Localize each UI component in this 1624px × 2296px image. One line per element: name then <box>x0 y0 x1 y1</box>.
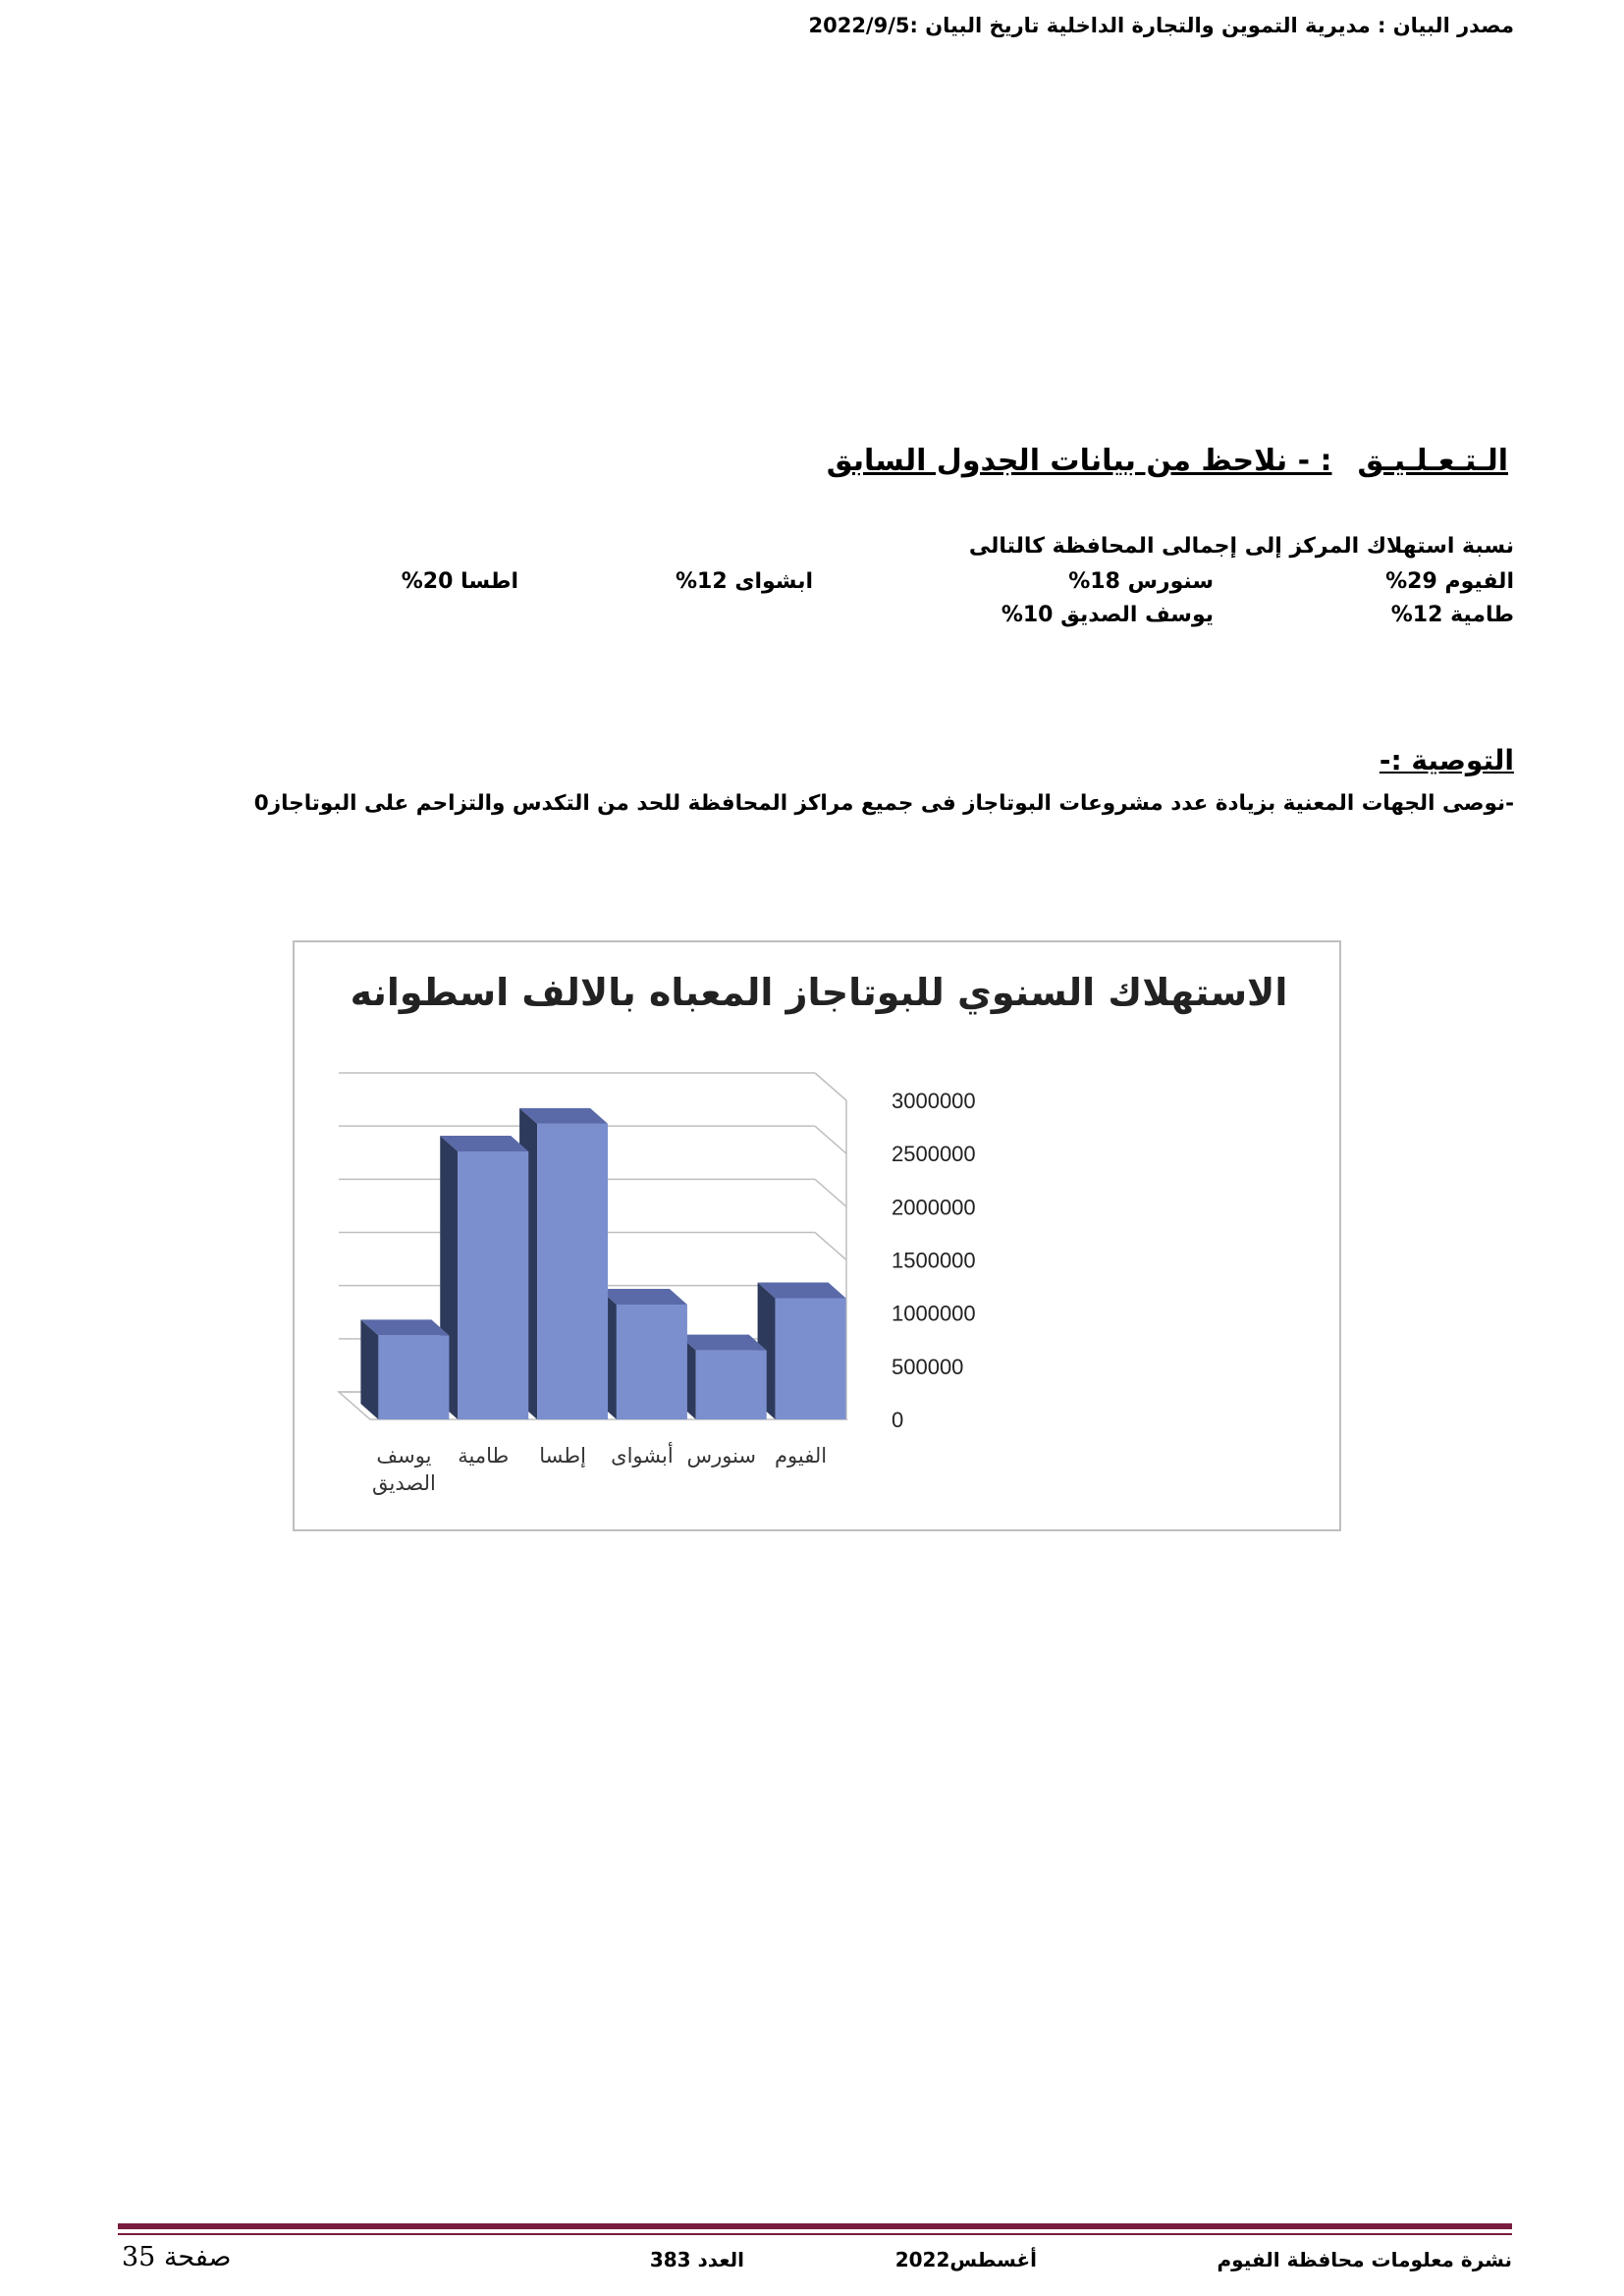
bar-front <box>537 1124 608 1419</box>
ratio-item: الفيوم 29% <box>1385 569 1514 594</box>
footer-month: أغسطس2022 <box>894 2248 1037 2271</box>
gridline-side <box>815 1233 846 1260</box>
ratio-item: اطسا 20% <box>401 569 518 594</box>
gridline-side <box>815 1126 846 1153</box>
comment-text: : - نلاحظ من بيانات الجدول السابق <box>826 444 1332 478</box>
footer-publication: نشرة معلومات محافظة الفيوم <box>1217 2248 1512 2271</box>
x-tick-label: الفيوم <box>775 1444 828 1468</box>
comment-label: الـتـعـلـيـق <box>1357 444 1508 478</box>
bar <box>360 1319 449 1419</box>
consumption-chart <box>293 940 1341 1531</box>
recommendation-text: -نوصى الجهات المعنية بزيادة عدد مشروعات البوتاجاز فى جميع مراكز المحافظة للحد من التكدس والتزاحم على البوتاجاز0 <box>253 791 1514 816</box>
bar-side <box>360 1319 378 1419</box>
chart-title: الاستهلاك السنوي للبوتاجاز المعباه بالالف اسطوانه <box>350 971 1288 1014</box>
bar <box>758 1283 846 1420</box>
gridline-side <box>815 1179 846 1206</box>
gridline-side <box>815 1073 846 1100</box>
y-tick-label: 2500000 <box>892 1142 976 1167</box>
bar <box>599 1289 687 1419</box>
y-tick-label: 3000000 <box>892 1089 976 1113</box>
comment-heading <box>827 444 1508 478</box>
x-tick-label: سنورس <box>686 1444 757 1468</box>
y-tick-label: 1500000 <box>892 1248 976 1273</box>
ratio-item: ابشواى 12% <box>675 569 813 594</box>
x-tick-label: إطسا <box>539 1444 586 1468</box>
recommendation-heading: التوصية :- <box>1379 744 1514 776</box>
footer-issue: العدد 383 <box>649 2248 744 2271</box>
bar-front <box>458 1151 528 1419</box>
y-tick-label: 0 <box>892 1408 904 1432</box>
ratio-intro: نسبة استهلاك المركز إلى إجمالى المحافظة كالتالى <box>968 534 1514 559</box>
page-number: صفحة 35 <box>122 2242 232 2272</box>
y-axis <box>892 1089 976 1432</box>
x-tick-label: طامية <box>458 1444 510 1468</box>
x-axis <box>372 1442 827 1495</box>
x-tick-label: أبشواى <box>611 1444 674 1468</box>
bar-front <box>378 1335 449 1419</box>
bar-front <box>776 1299 846 1420</box>
footer-rule-thin <box>118 2233 1512 2235</box>
bar <box>678 1335 767 1419</box>
ratio-item: سنورس 18% <box>1068 569 1214 594</box>
y-tick-label: 2000000 <box>892 1195 976 1220</box>
x-tick-label: يوسف <box>376 1444 432 1468</box>
y-tick-label: 500000 <box>892 1354 964 1379</box>
footer-rule <box>118 2223 1512 2229</box>
y-tick-label: 1000000 <box>892 1301 976 1326</box>
bar <box>519 1108 608 1419</box>
bar <box>440 1136 528 1419</box>
bar-front <box>617 1305 687 1419</box>
x-tick-label: الصديق <box>372 1471 436 1495</box>
bar-series <box>360 1108 845 1419</box>
ratio-item: يوسف الصديق 10% <box>1001 603 1214 627</box>
data-source-line: مصدر البيان : مديرية التموين والتجارة الداخلية تاريخ البيان :2022/9/5 <box>808 14 1514 37</box>
chart-canvas <box>295 942 1343 1533</box>
ratio-item: طامية 12% <box>1390 603 1514 627</box>
bar-front <box>696 1351 767 1419</box>
